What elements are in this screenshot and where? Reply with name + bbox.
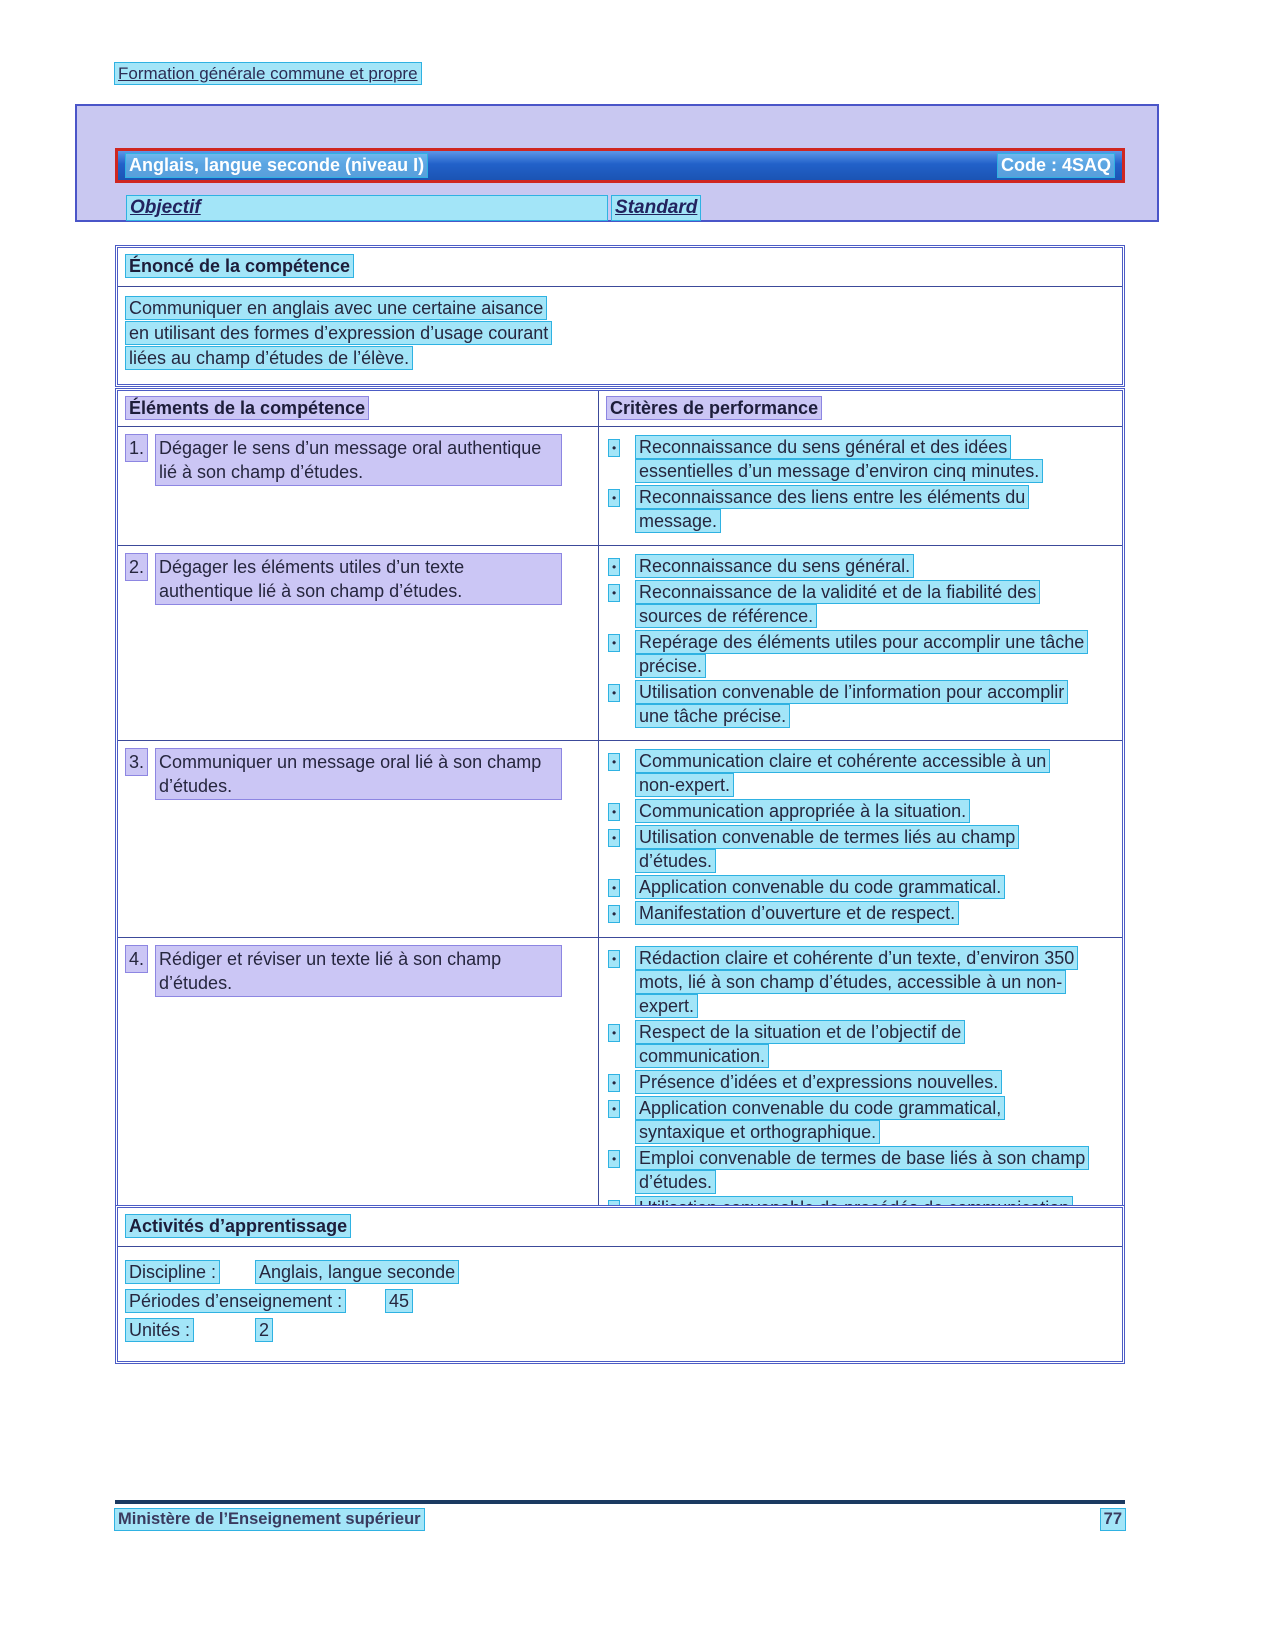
column-header-criteres: Critères de performance [599, 391, 1122, 426]
criterion-item [609, 554, 1087, 578]
activites-title-row [118, 1208, 1122, 1247]
criterion-text: Reconnaissance de la validité et de la fiabilité des sources de référence. [636, 581, 1039, 627]
page-footer [115, 1509, 1125, 1530]
element-number: 3. [126, 749, 147, 775]
course-code: Code : 4SAQ [998, 154, 1114, 177]
criterion-text: Reconnaissance du sens général. [636, 555, 913, 577]
activites-box [115, 1205, 1125, 1364]
bullet-icon: • [609, 635, 619, 651]
criterion-item [609, 580, 1087, 628]
criterion-item [609, 825, 1087, 873]
activity-value: 45 [386, 1290, 412, 1312]
criterion-item [609, 1070, 1087, 1094]
footer-ministry: Ministère de l’Enseignement supérieur [115, 1509, 424, 1530]
criterion-item [609, 749, 1087, 797]
enonce-title: Énoncé de la compétence [126, 255, 353, 277]
criterion-item [609, 946, 1087, 1018]
bullet-icon: • [609, 1101, 619, 1117]
bullet-icon: • [609, 559, 619, 575]
element-cell [118, 741, 599, 937]
element-text: Rédiger et réviser un texte lié à son champ d’études. [156, 946, 561, 996]
table-header-row [118, 391, 1122, 427]
criterion-text: Emploi convenable de termes de base liés à son champ d’études. [636, 1147, 1088, 1193]
criteria-cell [599, 741, 1122, 937]
enonce-line: liées au champ d’études de l’élève. [126, 346, 1114, 371]
criterion-item [609, 901, 1087, 925]
activity-line [126, 1260, 1114, 1284]
bullet-icon: • [609, 906, 619, 922]
column-header-elements: Éléments de la compétence [118, 391, 599, 426]
activity-label: Périodes d’enseignement : [126, 1290, 345, 1312]
element-text: Communiquer un message oral lié à son champ d’études. [156, 749, 561, 799]
table-row [118, 427, 1122, 546]
heading-objectif: Objectif [127, 196, 607, 220]
element-number: 2. [126, 554, 147, 580]
element-cell [118, 427, 599, 545]
criterion-item [609, 435, 1087, 483]
criterion-item [609, 680, 1087, 728]
criterion-item [609, 1096, 1087, 1144]
criterion-text: Application convenable du code grammatical. [636, 876, 1004, 898]
bullet-icon: • [609, 804, 619, 820]
criterion-text: Utilisation convenable de l’information pour accomplir une tâche précise. [636, 681, 1067, 727]
bullet-icon: • [609, 1075, 619, 1091]
element-number: 1. [126, 435, 147, 461]
criterion-text: Application convenable du code grammatical, syntaxique et orthographique. [636, 1097, 1004, 1143]
course-title: Anglais, langue seconde (niveau I) [126, 154, 427, 177]
criterion-text: Respect de la situation et de l’objectif de communication. [636, 1021, 964, 1067]
criterion-item [609, 1146, 1087, 1194]
element-text: Dégager le sens d’un message oral authentique lié à son champ d’études. [156, 435, 561, 485]
bullet-icon: • [609, 1025, 619, 1041]
page-header [115, 64, 421, 84]
criteria-cell [599, 546, 1122, 740]
activity-line [126, 1289, 1114, 1313]
page-header-text: Formation générale commune et propre [115, 63, 421, 84]
element-cell [118, 546, 599, 740]
criterion-item [609, 630, 1087, 678]
course-banner [115, 148, 1125, 183]
activity-line [126, 1318, 1114, 1342]
table-row [118, 546, 1122, 741]
bullet-icon: • [609, 880, 619, 896]
bullet-icon: • [609, 951, 619, 967]
activity-label: Discipline : [126, 1261, 219, 1283]
bullet-icon: • [609, 585, 619, 601]
table-row [118, 741, 1122, 938]
competence-table [115, 388, 1125, 1285]
criterion-text: Reconnaissance du sens général et des idées essentielles d’un message d’environ cinq minutes. [636, 436, 1042, 482]
footer-rule [115, 1500, 1125, 1504]
bullet-icon: • [609, 1151, 619, 1167]
heading-standard: Standard [612, 196, 700, 220]
criterion-text: Communication claire et cohérente accessible à un non-expert. [636, 750, 1049, 796]
element-text: Dégager les éléments utiles d’un texte authentique lié à son champ d’études. [156, 554, 561, 604]
enonce-line: Communiquer en anglais avec une certaine aisance [126, 296, 1114, 321]
criterion-text: Présence d’idées et d’expressions nouvelles. [636, 1071, 1001, 1093]
activity-value: 2 [256, 1319, 272, 1341]
criterion-text: Utilisation convenable de termes liés au champ d’études. [636, 826, 1018, 872]
element-number: 4. [126, 946, 147, 972]
criterion-text: Rédaction claire et cohérente d’un texte, d’environ 350 mots, lié à son champ d’études, accessible à un non-expert. [636, 947, 1077, 1017]
activites-body [118, 1247, 1122, 1361]
bullet-icon: • [609, 685, 619, 701]
criterion-text: Manifestation d’ouverture et de respect. [636, 902, 958, 924]
criteria-cell [599, 427, 1122, 545]
activites-title: Activités d’apprentissage [126, 1215, 350, 1237]
enonce-body [118, 287, 1122, 384]
banner-box [75, 104, 1159, 222]
enonce-box [115, 245, 1125, 387]
criterion-item [609, 799, 1087, 823]
enonce-line: en utilisant des formes d’expression d’usage courant [126, 321, 1114, 346]
activity-value: Anglais, langue seconde [256, 1261, 458, 1283]
bullet-icon: • [609, 754, 619, 770]
criterion-text: Communication appropriée à la situation. [636, 800, 969, 822]
criterion-text: Reconnaissance des liens entre les éléments du message. [636, 486, 1028, 532]
criterion-item [609, 875, 1087, 899]
objectif-standard-row [127, 196, 700, 220]
criterion-item [609, 485, 1087, 533]
bullet-icon: • [609, 830, 619, 846]
footer-page-number: 77 [1101, 1509, 1125, 1530]
bullet-icon: • [609, 490, 619, 506]
enonce-title-row [118, 248, 1122, 287]
bullet-icon: • [609, 440, 619, 456]
criterion-item [609, 1020, 1087, 1068]
activity-label: Unités : [126, 1319, 193, 1341]
criterion-text: Repérage des éléments utiles pour accomplir une tâche précise. [636, 631, 1087, 677]
